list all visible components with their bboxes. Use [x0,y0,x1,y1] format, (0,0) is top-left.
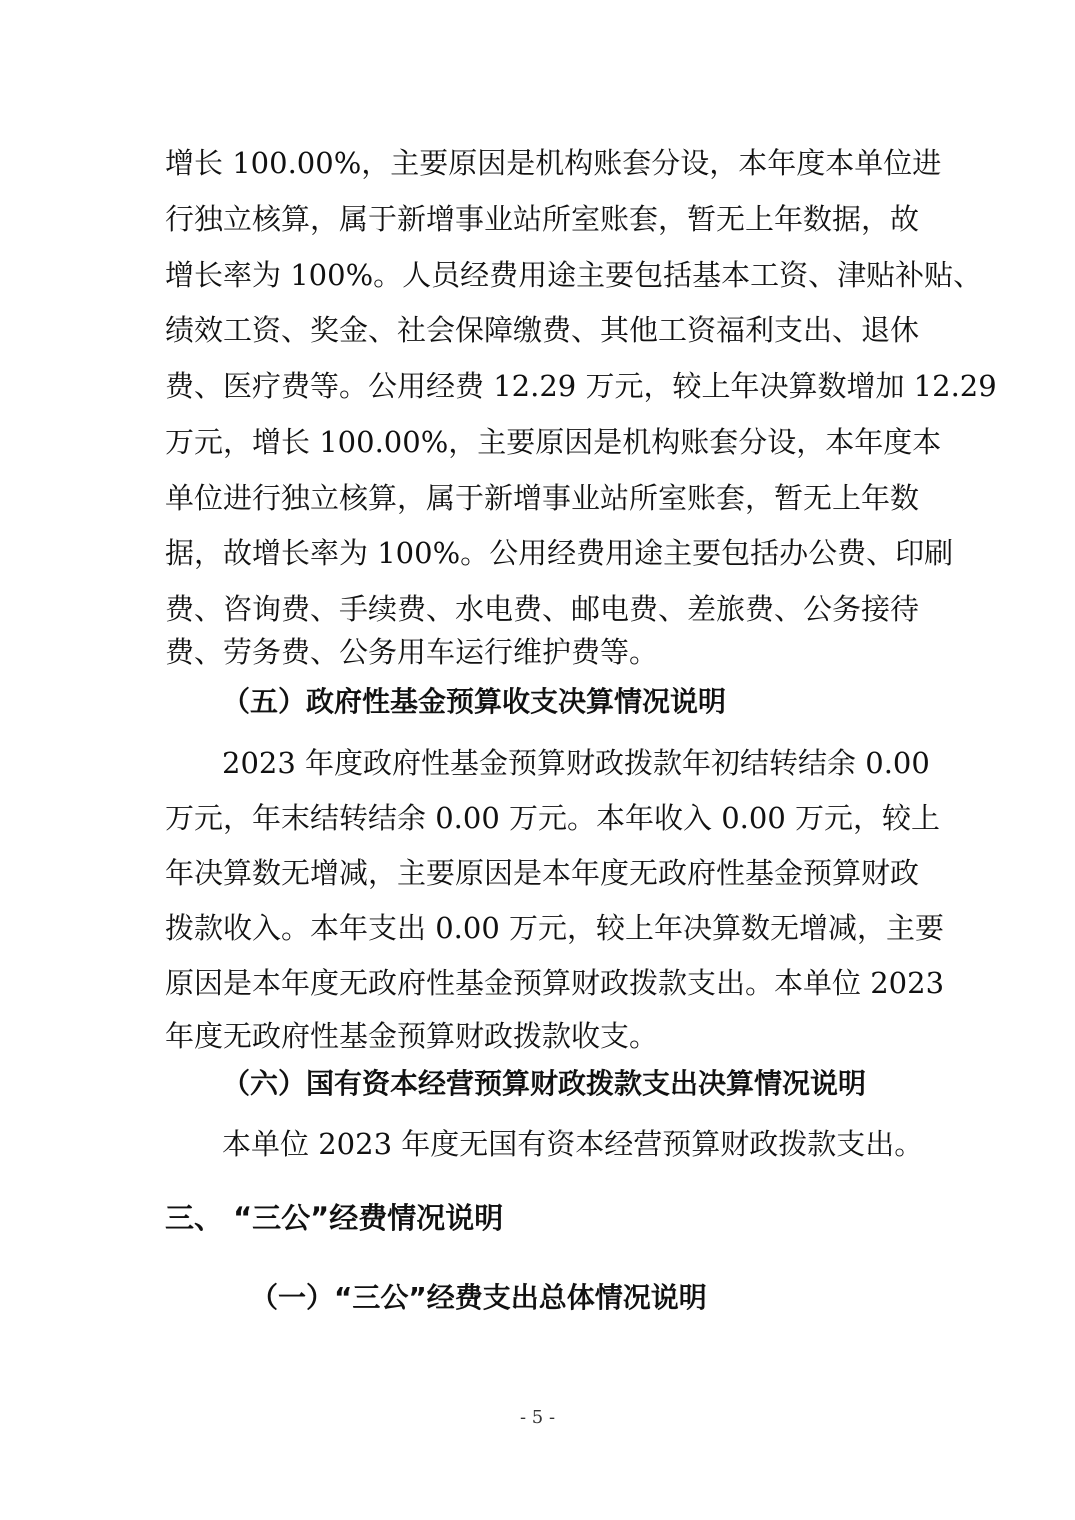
section-heading-5: （五）政府性基金预算收支决算情况说明 [222,685,727,718]
paragraph-line: 万元，年末结转结余 0.00 万元。本年收入 0.00 万元，较上 [165,801,941,835]
section-heading-3-1: （一）“三公”经费支出总体情况说明 [250,1281,707,1314]
paragraph-line: 拨款收入。本年支出 0.00 万元，较上年决算数无增减，主要 [165,911,945,945]
paragraph-line: 费、咨询费、手续费、水电费、邮电费、差旅费、公务接待 [165,592,920,626]
paragraph-line: 单位进行独立核算，属于新增事业站所室账套，暂无上年数 [165,481,920,515]
paragraph-line: 增长率为 100%。人员经费用途主要包括基本工资、津贴补贴、 [165,258,983,292]
paragraph-line: 增长 100.00%，主要原因是机构账套分设，本年度本单位进 [165,146,942,180]
paragraph-line: 本单位 2023 年度无国有资本经营预算财政拨款支出。 [222,1127,924,1161]
paragraph-line: 原因是本年度无政府性基金预算财政拨款支出。本单位 2023 [165,966,945,1000]
paragraph-line: 费、劳务费、公务用车运行维护费等。 [165,635,659,669]
paragraph-line: 2023 年度政府性基金预算财政拨款年初结转结余 0.00 [222,746,930,780]
paragraph-line: 费、医疗费等。公用经费 12.29 万元，较上年决算数增加 12.29 [165,369,997,403]
paragraph-line: 万元，增长 100.00%，主要原因是机构账套分设，本年度本 [165,425,942,459]
paragraph-line: 年度无政府性基金预算财政拨款收支。 [165,1019,659,1053]
page-number: - 5 - [519,1407,556,1428]
paragraph-line: 年决算数无增减，主要原因是本年度无政府性基金预算财政 [165,856,920,890]
paragraph-line: 行独立核算，属于新增事业站所室账套，暂无上年数据，故 [165,202,920,236]
paragraph-line: 据，故增长率为 100%。公用经费用途主要包括办公费、印刷 [165,536,954,570]
paragraph-line: 绩效工资、奖金、社会保障缴费、其他工资福利支出、退休 [165,313,920,347]
section-heading-6: （六）国有资本经营预算财政拨款支出决算情况说明 [222,1067,867,1100]
chapter-heading-3: 三、 “三公”经费情况说明 [165,1201,504,1235]
